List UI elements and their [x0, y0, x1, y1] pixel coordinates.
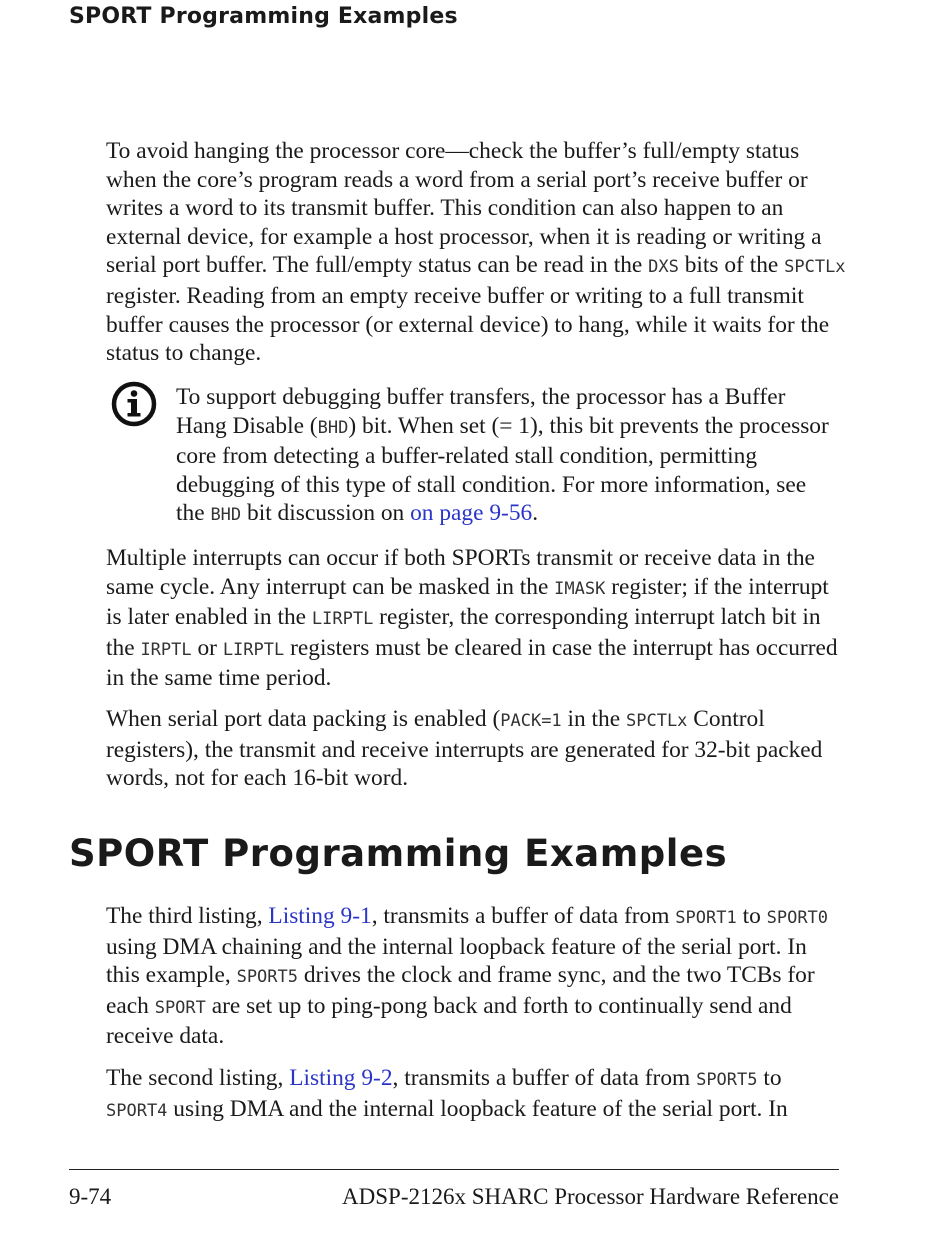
text-run: .	[532, 500, 539, 527]
text-run: bits of the	[678, 252, 785, 279]
listing-9-1-link[interactable]: Listing 9-1	[268, 903, 372, 929]
text-run: , transmits a buffer of data from	[392, 1065, 697, 1091]
text-run: The second listing,	[106, 1065, 290, 1091]
code-bhd: BHD	[210, 505, 242, 526]
section-heading: SPORT Programming Examples	[69, 832, 728, 875]
code-pack: PACK=1	[500, 711, 562, 731]
code-lirptl: LIRPTL	[222, 639, 285, 660]
text-run: to	[736, 903, 767, 929]
text-run: ) bit. When set (= 1), this bit prevents the processor core from detecting a buffer-related stall condition, permitting debugging of this type of stall condition. For more information, see the	[176, 412, 829, 527]
paragraph-buffer-hang	[106, 137, 846, 368]
footer-divider	[69, 1169, 839, 1170]
text-run: register. Reading from an empty receive buffer or writing to a full transmit buffer causes the processor (or external device) to hang, while it waits for the status to change.	[106, 282, 830, 367]
paragraph-listing-9-1	[106, 902, 846, 1051]
page-number: 9-74	[69, 1184, 112, 1209]
text-run: drives the clock and frame sync, and the two TCBs for each	[106, 962, 815, 1019]
text-run: register; if the interrupt is later enabled in the	[106, 573, 829, 631]
code-bhd: BHD	[317, 417, 349, 438]
code-sport5: SPORT5	[696, 1070, 758, 1090]
code-lirptl: LIRPTL	[311, 609, 374, 630]
page-link[interactable]: on page 9-56	[410, 500, 533, 527]
text-run: Multiple interrupts can occur if both SPORTs transmit or receive data in the same cycle. Any interrupt can be masked in the	[106, 545, 815, 600]
running-header: SPORT Programming Examples	[69, 4, 458, 29]
code-spctlx: SPCTLx	[784, 257, 846, 278]
note-box	[176, 383, 836, 530]
code-sport5: SPORT5	[236, 967, 298, 988]
code-sport1: SPORT1	[675, 908, 737, 928]
code-imask: IMASK	[554, 578, 606, 599]
code-dxs: DXS	[648, 257, 679, 278]
text-run: are set up to ping-pong back and forth to continually send and receive data.	[106, 992, 792, 1050]
text-run: When serial port data packing is enabled (	[106, 706, 501, 732]
code-sport4: SPORT4	[106, 1100, 168, 1121]
text-run: to	[757, 1065, 782, 1091]
book-title: ADSP-2126x SHARC Processor Hardware Reference	[342, 1184, 839, 1209]
info-icon	[111, 381, 157, 427]
paragraph-listing-9-2	[106, 1064, 846, 1125]
code-sport: SPORT	[154, 997, 206, 1018]
text-run: registers must be cleared in case the interrupt has occurred in the same time period.	[106, 634, 838, 692]
text-run: using DMA and the internal loopback feature of the serial port. In	[167, 1095, 788, 1122]
text-run: using DMA chaining and the internal loopback feature of the serial port. In this example,	[106, 933, 807, 989]
code-sport0: SPORT0	[766, 908, 829, 928]
text-run: register, the corresponding interrupt latch bit in the	[106, 604, 821, 661]
text-run: Control registers), the transmit and receive interrupts are generated for 32-bit packed words, not for each 16-bit word.	[106, 706, 823, 792]
text-run: bit discussion on	[241, 500, 411, 527]
text-run: , transmits a buffer of data from	[371, 903, 676, 929]
listing-9-2-link[interactable]: Listing 9-2	[289, 1065, 393, 1091]
text-run: in the	[561, 706, 626, 732]
text-run: To avoid hanging the processor core—check the buffer’s full/empty status when the core’s program reads a word from a serial port’s receive buffer or writes a word to its transmit buffer. This condition can also happen to an external device, for example a host processor, when it is reading or writing a serial port buffer. The full/empty status can be read in the	[106, 138, 822, 279]
text-run: or	[191, 634, 223, 661]
code-spctlx: SPCTLx	[626, 711, 688, 731]
text-run: To support debugging buffer transfers, the processor has a Buffer Hang Disable (	[176, 384, 786, 439]
paragraph-packing	[106, 705, 846, 793]
text-run: The third listing,	[106, 903, 269, 929]
paragraph-interrupts	[106, 544, 846, 693]
code-irptl: IRPTL	[140, 639, 192, 660]
